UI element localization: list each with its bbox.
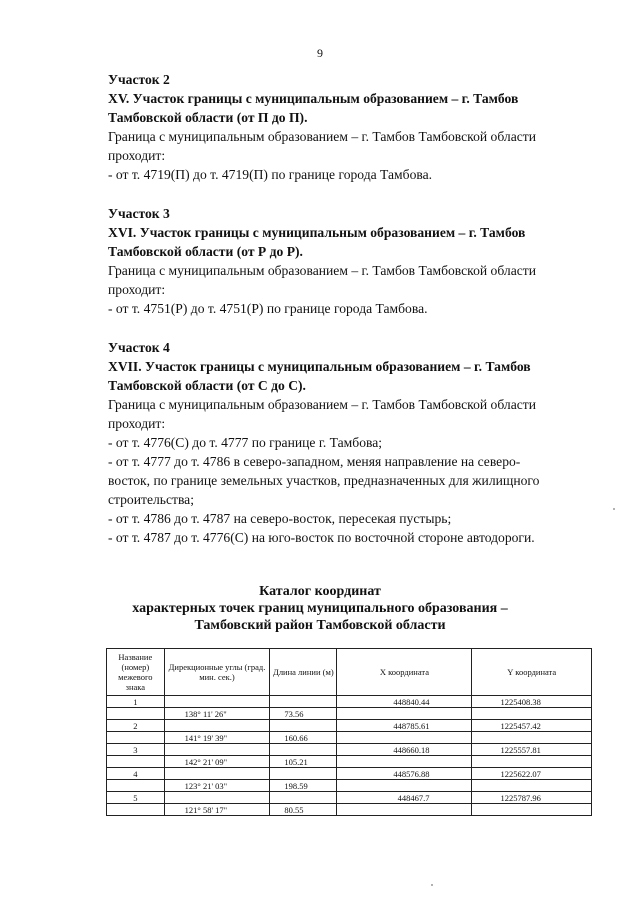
section-paragraph — [108, 127, 590, 165]
table-row-point — [107, 744, 592, 756]
section-uchastok-3 — [108, 204, 590, 318]
cell-empty — [164, 720, 270, 732]
cell-empty — [107, 804, 165, 816]
page-number: 9 — [317, 46, 323, 60]
cell-angle: 142° 21' 09" — [164, 756, 270, 768]
heading-line: XVI. Участок границы с муниципальным образованием – г. Тамбов — [108, 225, 526, 240]
cell-x: 448785.61 — [337, 720, 472, 732]
table-row-segment — [107, 780, 592, 792]
boundary-item: - от т. 4751(Р) до т. 4751(Р) по границе города Тамбова. — [108, 301, 428, 316]
cell-length: 105.21 — [270, 756, 337, 768]
cell-x: 448576.88 — [337, 768, 472, 780]
cell-empty — [472, 732, 592, 744]
table-header-row — [107, 649, 592, 696]
paragraph-line: Граница с муниципальным образованием – г. Тамбов Тамбовской области — [108, 129, 537, 144]
section-heading — [108, 89, 590, 127]
cell-empty — [270, 720, 337, 732]
cell-empty — [270, 744, 337, 756]
cell-point-name: 1 — [107, 696, 165, 708]
cell-empty — [472, 708, 592, 720]
cell-empty — [164, 696, 270, 708]
table-row-segment — [107, 732, 592, 744]
section-label: Участок 4 — [108, 340, 170, 355]
table-row-point — [107, 792, 592, 804]
boundary-item: - от т. 4786 до т. 4787 на северо-восток, пересекая пустырь; — [108, 511, 452, 526]
table-row-point — [107, 696, 592, 708]
scan-speck — [613, 508, 615, 510]
boundary-item: - от т. 4776(С) до т. 4777 по границе г. Тамбова; — [108, 435, 383, 450]
cell-x: 448660.18 — [337, 744, 472, 756]
heading-line: XV. Участок границы с муниципальным образованием – г. Тамбов — [108, 91, 519, 106]
cell-y: 1225787.96 — [472, 792, 592, 804]
catalog-title-line: Тамбовский район Тамбовской области — [194, 618, 446, 633]
document-body — [108, 70, 590, 567]
cell-empty — [107, 708, 165, 720]
cell-empty — [164, 792, 270, 804]
header-angle: Дирекционные углы (град. мин. сек.) — [164, 649, 270, 696]
section-uchastok-2 — [108, 70, 590, 184]
cell-empty — [164, 744, 270, 756]
paragraph-line: проходит: — [108, 148, 166, 163]
paragraph-line: Граница с муниципальным образованием – г. Тамбов Тамбовской области — [108, 263, 537, 278]
cell-empty — [472, 756, 592, 768]
header-point-name: Название (номер) межевого знака — [107, 649, 165, 696]
cell-angle: 123° 21' 03" — [164, 780, 270, 792]
cell-empty — [107, 780, 165, 792]
boundary-item-cont: строительства; — [108, 492, 194, 507]
section-uchastok-4 — [108, 338, 590, 547]
cell-x: 448840.44 — [337, 696, 472, 708]
section-paragraph — [108, 395, 590, 433]
cell-empty — [337, 780, 472, 792]
cell-empty — [270, 768, 337, 780]
catalog-title-line: характерных точек границ муниципального образования – — [132, 601, 508, 616]
header-x: X координата — [337, 649, 472, 696]
cell-empty — [337, 756, 472, 768]
boundary-item: - от т. 4777 до т. 4786 в северо-западном, меняя направление на северо- — [108, 454, 521, 469]
cell-x: 448467.7 — [337, 792, 472, 804]
cell-empty — [337, 732, 472, 744]
table-row-segment — [107, 804, 592, 816]
paragraph-line: Граница с муниципальным образованием – г. Тамбов Тамбовской области — [108, 397, 537, 412]
cell-empty — [337, 804, 472, 816]
paragraph-line: проходит: — [108, 282, 166, 297]
cell-point-name: 4 — [107, 768, 165, 780]
cell-empty — [472, 780, 592, 792]
heading-line: Тамбовской области (от С до С). — [108, 378, 306, 393]
cell-point-name: 3 — [107, 744, 165, 756]
section-label: Участок 3 — [108, 206, 170, 221]
heading-line: Тамбовской области (от П до П). — [108, 110, 308, 125]
heading-line: XVII. Участок границы с муниципальным образованием – г. Тамбов — [108, 359, 531, 374]
cell-empty — [164, 768, 270, 780]
table-row-point — [107, 720, 592, 732]
cell-empty — [107, 732, 165, 744]
boundary-item: - от т. 4719(П) до т. 4719(П) по границе города Тамбова. — [108, 167, 433, 182]
cell-y: 1225557.81 — [472, 744, 592, 756]
boundary-item-cont: восток, по границе земельных участков, предназначенных для жилищного — [108, 473, 540, 488]
cell-length: 73.56 — [270, 708, 337, 720]
heading-line: Тамбовской области (от Р до Р). — [108, 244, 303, 259]
table-row-point — [107, 768, 592, 780]
section-heading — [108, 357, 590, 395]
catalog-title — [0, 583, 640, 634]
section-label: Участок 2 — [108, 72, 170, 87]
cell-y: 1225408.38 — [472, 696, 592, 708]
header-length: Длина линии (м) — [270, 649, 337, 696]
cell-point-name: 5 — [107, 792, 165, 804]
cell-y: 1225457.42 — [472, 720, 592, 732]
cell-empty — [337, 708, 472, 720]
table-row-segment — [107, 708, 592, 720]
section-heading — [108, 223, 590, 261]
cell-angle: 138° 11' 26" — [164, 708, 270, 720]
cell-empty — [270, 792, 337, 804]
paragraph-line: проходит: — [108, 416, 166, 431]
table-row-segment — [107, 756, 592, 768]
catalog-title-line: Каталог координат — [259, 584, 381, 599]
section-paragraph — [108, 261, 590, 299]
coordinates-table — [106, 648, 592, 816]
cell-length: 80.55 — [270, 804, 337, 816]
cell-length: 198.59 — [270, 780, 337, 792]
header-y: Y координата — [472, 649, 592, 696]
cell-point-name: 2 — [107, 720, 165, 732]
cell-empty — [270, 696, 337, 708]
cell-angle: 141° 19' 39" — [164, 732, 270, 744]
scan-speck — [431, 884, 433, 886]
cell-y: 1225622.07 — [472, 768, 592, 780]
cell-angle: 121° 58' 17" — [164, 804, 270, 816]
cell-length: 160.66 — [270, 732, 337, 744]
cell-empty — [472, 804, 592, 816]
boundary-item: - от т. 4787 до т. 4776(С) на юго-восток по восточной стороне автодороги. — [108, 530, 535, 545]
cell-empty — [107, 756, 165, 768]
